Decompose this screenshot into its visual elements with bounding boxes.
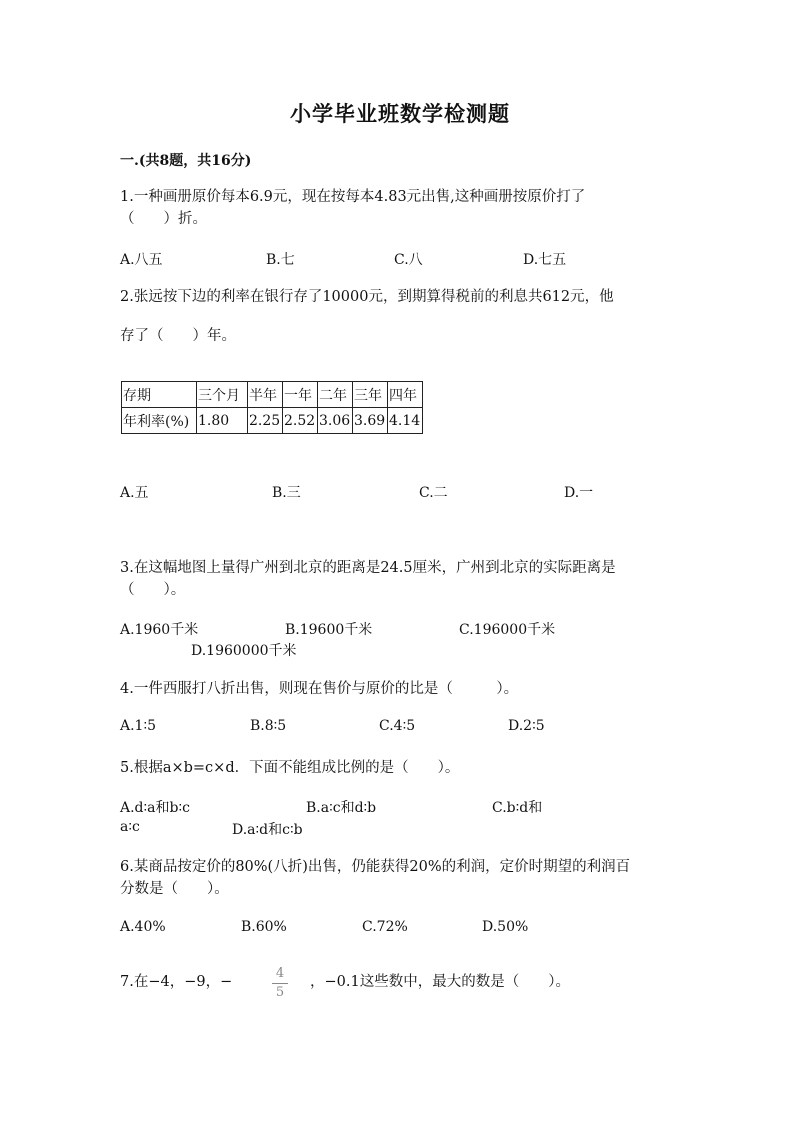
question-1-option-d: D.七五 — [523, 252, 567, 268]
question-4-option-b: B.8∶5 — [250, 718, 287, 734]
table-cell: 二年 — [318, 382, 353, 408]
table-cell: 3.69 — [353, 408, 388, 434]
question-7-text-prefix: 7.在−4，−9，− — [120, 974, 233, 990]
table-cell: 2.52 — [283, 408, 318, 434]
question-6-text-line2: 分数是（ ）。 — [120, 881, 229, 897]
question-5-option-c: C.b∶d和 — [492, 800, 543, 816]
fraction-denominator: 5 — [275, 985, 285, 1000]
question-5-option-a: A.d∶a和b∶c — [120, 800, 190, 816]
table-cell: 2.25 — [248, 408, 283, 434]
question-2-option-b: B.三 — [272, 485, 301, 501]
question-6-option-c: C.72% — [362, 919, 408, 935]
question-5-option-d: D.a∶d和c∶b — [232, 822, 303, 838]
table-cell: 半年 — [248, 382, 283, 408]
interest-rate-table — [121, 381, 423, 434]
question-2-option-c: C.二 — [419, 485, 448, 501]
table-cell: 三个月 — [197, 382, 248, 408]
table-cell: 四年 — [388, 382, 423, 408]
table-row — [122, 408, 423, 434]
table-cell: 4.14 — [388, 408, 423, 434]
table-cell: 年利率(%) — [122, 408, 197, 434]
question-2-option-d: D.一 — [564, 485, 594, 501]
question-4-option-d: D.2∶5 — [508, 718, 545, 734]
question-5-option-b: B.a∶c和d∶b — [306, 800, 377, 816]
question-3-option-a: A.1960千米 — [120, 622, 199, 638]
question-3-option-c: C.196000千米 — [459, 622, 556, 638]
table-cell: 一年 — [283, 382, 318, 408]
table-cell: 3.06 — [318, 408, 353, 434]
table-cell: 三年 — [353, 382, 388, 408]
question-2-text-line1: 2.张远按下边的利率在银行存了10000元，到期算得税前的利息共612元，他 — [120, 289, 614, 305]
question-7-text-suffix: ，−0.1这些数中，最大的数是（ ）。 — [310, 974, 570, 990]
page-title: 小学毕业班数学检测题 — [290, 101, 510, 126]
question-3-text-line1: 3.在这幅地图上量得广州到北京的距离是24.5厘米，广州到北京的实际距离是 — [120, 560, 616, 576]
question-1-option-c: C.八 — [394, 252, 423, 268]
question-6-option-a: A.40% — [120, 919, 166, 935]
question-2-text-line2: 存了（ ）年。 — [120, 328, 236, 344]
table-cell: 1.80 — [197, 408, 248, 434]
question-4-text-line1: 4.一件西服打八折出售，则现在售价与原价的比是（ ）。 — [120, 681, 519, 697]
question-4-option-a: A.1∶5 — [120, 718, 157, 734]
question-1-option-a: A.八五 — [120, 252, 163, 268]
question-3-option-d: D.1960000千米 — [191, 643, 297, 659]
question-5-text-line1: 5.根据a×b=c×d．下面不能组成比例的是（ ）。 — [120, 760, 460, 776]
question-4-option-c: C.4∶5 — [379, 718, 416, 734]
fraction-numerator: 4 — [275, 966, 285, 981]
question-3-option-b: B.19600千米 — [285, 622, 373, 638]
table-cell: 存期 — [122, 382, 197, 408]
question-2-option-a: A.五 — [120, 485, 149, 501]
fraction-four-fifths — [270, 966, 290, 1001]
question-6-option-b: B.60% — [241, 919, 287, 935]
table-row — [122, 382, 423, 408]
question-5-option-c-continued: a∶c — [120, 819, 140, 835]
question-3-text-line2: （ ）。 — [120, 582, 186, 598]
question-6-option-d: D.50% — [482, 919, 529, 935]
question-1-text-line1: 1.一种画册原价每本6.9元，现在按每本4.83元出售,这种画册按原价打了 — [120, 189, 586, 205]
section-header: 一.(共8题，共16分) — [120, 153, 252, 169]
question-1-option-b: B.七 — [266, 252, 295, 268]
question-6-text-line1: 6.某商品按定价的80%(八折)出售，仍能获得20%的利润，定价时期望的利润百 — [120, 859, 631, 875]
question-1-text-line2: （ ）折。 — [120, 211, 207, 227]
fraction-bar — [272, 983, 288, 984]
